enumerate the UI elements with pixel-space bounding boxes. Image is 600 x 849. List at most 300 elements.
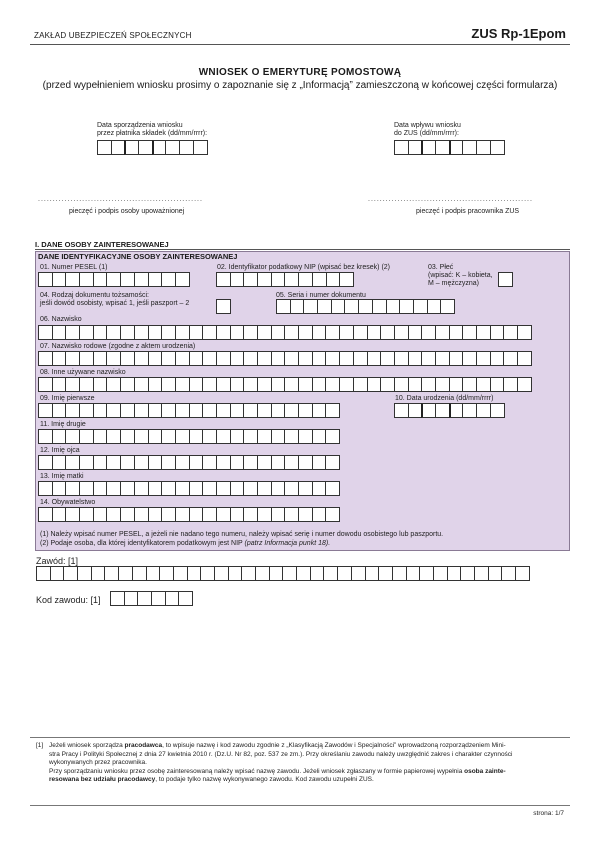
char-box[interactable] <box>200 566 215 581</box>
char-box[interactable] <box>134 272 149 287</box>
char-box[interactable] <box>476 140 491 155</box>
char-box[interactable] <box>216 507 231 522</box>
char-box[interactable] <box>93 481 108 496</box>
char-box[interactable] <box>146 566 161 581</box>
char-box[interactable] <box>435 140 450 155</box>
char-box[interactable] <box>202 403 217 418</box>
occupation-field[interactable] <box>36 566 530 581</box>
char-box[interactable] <box>290 299 305 314</box>
char-box[interactable] <box>230 325 245 340</box>
sex-field[interactable] <box>498 272 513 287</box>
char-box[interactable] <box>148 481 163 496</box>
char-box[interactable] <box>120 351 135 366</box>
char-box[interactable] <box>93 351 108 366</box>
char-box[interactable] <box>298 403 313 418</box>
char-box[interactable] <box>175 377 190 392</box>
char-box[interactable] <box>175 507 190 522</box>
char-box[interactable] <box>38 455 53 470</box>
char-box[interactable] <box>134 507 149 522</box>
char-box[interactable] <box>408 140 423 155</box>
char-box[interactable] <box>106 377 121 392</box>
char-box[interactable] <box>339 377 354 392</box>
char-box[interactable] <box>339 272 354 287</box>
char-box[interactable] <box>367 351 382 366</box>
char-box[interactable] <box>38 403 53 418</box>
char-box[interactable] <box>284 325 299 340</box>
char-box[interactable] <box>325 429 340 444</box>
char-box[interactable] <box>394 377 409 392</box>
char-box[interactable] <box>257 325 272 340</box>
char-box[interactable] <box>148 507 163 522</box>
char-box[interactable] <box>106 507 121 522</box>
char-box[interactable] <box>230 429 245 444</box>
char-box[interactable] <box>79 403 94 418</box>
char-box[interactable] <box>152 140 167 155</box>
char-box[interactable] <box>435 351 450 366</box>
char-box[interactable] <box>132 566 147 581</box>
char-box[interactable] <box>462 325 477 340</box>
char-box[interactable] <box>339 351 354 366</box>
char-box[interactable] <box>202 429 217 444</box>
char-box[interactable] <box>419 566 434 581</box>
char-box[interactable] <box>474 566 489 581</box>
char-box[interactable] <box>230 481 245 496</box>
char-box[interactable] <box>106 455 121 470</box>
char-box[interactable] <box>52 481 67 496</box>
char-box[interactable] <box>134 377 149 392</box>
char-box[interactable] <box>65 481 80 496</box>
char-box[interactable] <box>325 507 340 522</box>
char-box[interactable] <box>298 507 313 522</box>
char-box[interactable] <box>380 377 395 392</box>
char-box[interactable] <box>161 455 176 470</box>
char-box[interactable] <box>386 299 401 314</box>
other-surname-field[interactable] <box>38 377 532 392</box>
char-box[interactable] <box>435 403 450 418</box>
char-box[interactable] <box>124 591 139 606</box>
char-box[interactable] <box>296 566 311 581</box>
char-box[interactable] <box>476 377 491 392</box>
birth-surname-field[interactable] <box>38 351 532 366</box>
char-box[interactable] <box>255 566 270 581</box>
char-box[interactable] <box>214 566 229 581</box>
char-box[interactable] <box>435 377 450 392</box>
char-box[interactable] <box>216 403 231 418</box>
char-box[interactable] <box>503 377 518 392</box>
char-box[interactable] <box>159 566 174 581</box>
char-box[interactable] <box>490 377 505 392</box>
occupation-code-field[interactable] <box>110 591 193 606</box>
char-box[interactable] <box>435 325 450 340</box>
mother-name-field[interactable] <box>38 481 340 496</box>
char-box[interactable] <box>298 429 313 444</box>
char-box[interactable] <box>189 325 204 340</box>
char-box[interactable] <box>79 481 94 496</box>
char-box[interactable] <box>421 325 436 340</box>
char-box[interactable] <box>394 325 409 340</box>
char-box[interactable] <box>312 507 327 522</box>
char-box[interactable] <box>93 377 108 392</box>
char-box[interactable] <box>93 272 108 287</box>
char-box[interactable] <box>120 455 135 470</box>
char-box[interactable] <box>271 403 286 418</box>
char-box[interactable] <box>312 377 327 392</box>
char-box[interactable] <box>408 325 423 340</box>
char-box[interactable] <box>503 325 518 340</box>
char-box[interactable] <box>189 403 204 418</box>
char-box[interactable] <box>79 272 94 287</box>
char-box[interactable] <box>325 481 340 496</box>
char-box[interactable] <box>52 429 67 444</box>
char-box[interactable] <box>79 377 94 392</box>
char-box[interactable] <box>243 351 258 366</box>
char-box[interactable] <box>344 299 359 314</box>
char-box[interactable] <box>284 272 299 287</box>
char-box[interactable] <box>230 272 245 287</box>
char-box[interactable] <box>134 481 149 496</box>
char-box[interactable] <box>476 351 491 366</box>
pesel-field[interactable] <box>38 272 190 287</box>
char-box[interactable] <box>337 566 352 581</box>
char-box[interactable] <box>490 403 505 418</box>
char-box[interactable] <box>161 403 176 418</box>
char-box[interactable] <box>257 481 272 496</box>
char-box[interactable] <box>165 140 180 155</box>
citizenship-field[interactable] <box>38 507 340 522</box>
char-box[interactable] <box>488 566 503 581</box>
char-box[interactable] <box>120 507 135 522</box>
doc-type-field[interactable] <box>216 299 231 314</box>
char-box[interactable] <box>257 507 272 522</box>
char-box[interactable] <box>243 429 258 444</box>
char-box[interactable] <box>353 325 368 340</box>
char-box[interactable] <box>476 403 491 418</box>
char-box[interactable] <box>399 299 414 314</box>
char-box[interactable] <box>312 429 327 444</box>
char-box[interactable] <box>271 429 286 444</box>
char-box[interactable] <box>93 429 108 444</box>
char-box[interactable] <box>65 455 80 470</box>
char-box[interactable] <box>189 455 204 470</box>
char-box[interactable] <box>421 351 436 366</box>
char-box[interactable] <box>50 566 65 581</box>
char-box[interactable] <box>124 140 139 155</box>
char-box[interactable] <box>38 429 53 444</box>
char-box[interactable] <box>367 325 382 340</box>
char-box[interactable] <box>175 455 190 470</box>
char-box[interactable] <box>339 325 354 340</box>
prep-date-field[interactable] <box>97 140 208 155</box>
char-box[interactable] <box>326 272 341 287</box>
char-box[interactable] <box>353 377 368 392</box>
char-box[interactable] <box>148 429 163 444</box>
char-box[interactable] <box>243 377 258 392</box>
char-box[interactable] <box>367 377 382 392</box>
char-box[interactable] <box>134 455 149 470</box>
char-box[interactable] <box>120 481 135 496</box>
char-box[interactable] <box>79 325 94 340</box>
char-box[interactable] <box>161 272 176 287</box>
char-box[interactable] <box>52 325 67 340</box>
char-box[interactable] <box>298 455 313 470</box>
char-box[interactable] <box>310 566 325 581</box>
char-box[interactable] <box>372 299 387 314</box>
char-box[interactable] <box>449 403 464 418</box>
char-box[interactable] <box>241 566 256 581</box>
char-box[interactable] <box>427 299 442 314</box>
char-box[interactable] <box>65 325 80 340</box>
char-box[interactable] <box>216 299 231 314</box>
char-box[interactable] <box>216 377 231 392</box>
char-box[interactable] <box>189 351 204 366</box>
char-box[interactable] <box>202 325 217 340</box>
char-box[interactable] <box>175 325 190 340</box>
char-box[interactable] <box>134 325 149 340</box>
char-box[interactable] <box>312 455 327 470</box>
char-box[interactable] <box>440 299 455 314</box>
char-box[interactable] <box>271 377 286 392</box>
char-box[interactable] <box>284 403 299 418</box>
char-box[interactable] <box>65 351 80 366</box>
char-box[interactable] <box>161 377 176 392</box>
char-box[interactable] <box>79 429 94 444</box>
char-box[interactable] <box>449 377 464 392</box>
char-box[interactable] <box>118 566 133 581</box>
char-box[interactable] <box>406 566 421 581</box>
char-box[interactable] <box>230 507 245 522</box>
char-box[interactable] <box>106 481 121 496</box>
char-box[interactable] <box>161 325 176 340</box>
char-box[interactable] <box>490 325 505 340</box>
char-box[interactable] <box>257 455 272 470</box>
char-box[interactable] <box>325 455 340 470</box>
char-box[interactable] <box>38 351 53 366</box>
char-box[interactable] <box>106 429 121 444</box>
char-box[interactable] <box>447 566 462 581</box>
char-box[interactable] <box>161 351 176 366</box>
char-box[interactable] <box>38 325 53 340</box>
char-box[interactable] <box>298 325 313 340</box>
char-box[interactable] <box>187 566 202 581</box>
char-box[interactable] <box>378 566 393 581</box>
char-box[interactable] <box>202 507 217 522</box>
char-box[interactable] <box>490 140 505 155</box>
char-box[interactable] <box>38 481 53 496</box>
char-box[interactable] <box>421 140 436 155</box>
char-box[interactable] <box>325 403 340 418</box>
char-box[interactable] <box>93 403 108 418</box>
char-box[interactable] <box>503 351 518 366</box>
char-box[interactable] <box>120 272 135 287</box>
char-box[interactable] <box>216 481 231 496</box>
char-box[interactable] <box>120 429 135 444</box>
char-box[interactable] <box>271 507 286 522</box>
char-box[interactable] <box>228 566 243 581</box>
char-box[interactable] <box>52 351 67 366</box>
char-box[interactable] <box>52 507 67 522</box>
char-box[interactable] <box>151 591 166 606</box>
char-box[interactable] <box>243 272 258 287</box>
char-box[interactable] <box>394 351 409 366</box>
char-box[interactable] <box>298 351 313 366</box>
char-box[interactable] <box>462 377 477 392</box>
char-box[interactable] <box>312 351 327 366</box>
char-box[interactable] <box>202 351 217 366</box>
char-box[interactable] <box>353 351 368 366</box>
char-box[interactable] <box>358 299 373 314</box>
char-box[interactable] <box>421 377 436 392</box>
doc-number-field[interactable] <box>276 299 455 314</box>
char-box[interactable] <box>517 377 532 392</box>
char-box[interactable] <box>79 455 94 470</box>
char-box[interactable] <box>408 351 423 366</box>
char-box[interactable] <box>243 455 258 470</box>
char-box[interactable] <box>111 140 126 155</box>
char-box[interactable] <box>449 325 464 340</box>
char-box[interactable] <box>449 140 464 155</box>
char-box[interactable] <box>408 377 423 392</box>
char-box[interactable] <box>257 351 272 366</box>
char-box[interactable] <box>179 140 194 155</box>
char-box[interactable] <box>134 429 149 444</box>
char-box[interactable] <box>325 351 340 366</box>
char-box[interactable] <box>189 429 204 444</box>
char-box[interactable] <box>413 299 428 314</box>
char-box[interactable] <box>392 566 407 581</box>
char-box[interactable] <box>148 351 163 366</box>
char-box[interactable] <box>271 325 286 340</box>
char-box[interactable] <box>216 351 231 366</box>
char-box[interactable] <box>110 591 125 606</box>
char-box[interactable] <box>325 325 340 340</box>
char-box[interactable] <box>433 566 448 581</box>
recv-date-field[interactable] <box>394 140 505 155</box>
char-box[interactable] <box>189 507 204 522</box>
char-box[interactable] <box>175 429 190 444</box>
surname-field[interactable] <box>38 325 532 340</box>
char-box[interactable] <box>257 403 272 418</box>
char-box[interactable] <box>63 566 78 581</box>
char-box[interactable] <box>284 481 299 496</box>
char-box[interactable] <box>36 566 51 581</box>
char-box[interactable] <box>230 403 245 418</box>
char-box[interactable] <box>490 351 505 366</box>
char-box[interactable] <box>120 403 135 418</box>
char-box[interactable] <box>52 272 67 287</box>
char-box[interactable] <box>462 351 477 366</box>
char-box[interactable] <box>175 481 190 496</box>
char-box[interactable] <box>97 140 112 155</box>
char-box[interactable] <box>106 403 121 418</box>
char-box[interactable] <box>106 325 121 340</box>
father-name-field[interactable] <box>38 455 340 470</box>
char-box[interactable] <box>312 481 327 496</box>
char-box[interactable] <box>462 403 477 418</box>
char-box[interactable] <box>65 507 80 522</box>
char-box[interactable] <box>93 455 108 470</box>
char-box[interactable] <box>303 299 318 314</box>
char-box[interactable] <box>175 403 190 418</box>
char-box[interactable] <box>271 455 286 470</box>
char-box[interactable] <box>189 481 204 496</box>
char-box[interactable] <box>104 566 119 581</box>
nip-field[interactable] <box>216 272 354 287</box>
char-box[interactable] <box>52 403 67 418</box>
char-box[interactable] <box>243 325 258 340</box>
char-box[interactable] <box>257 377 272 392</box>
char-box[interactable] <box>298 272 313 287</box>
char-box[interactable] <box>175 351 190 366</box>
char-box[interactable] <box>394 140 409 155</box>
char-box[interactable] <box>298 481 313 496</box>
char-box[interactable] <box>134 351 149 366</box>
char-box[interactable] <box>476 325 491 340</box>
char-box[interactable] <box>202 481 217 496</box>
char-box[interactable] <box>148 325 163 340</box>
char-box[interactable] <box>93 325 108 340</box>
char-box[interactable] <box>312 403 327 418</box>
char-box[interactable] <box>408 403 423 418</box>
char-box[interactable] <box>230 455 245 470</box>
char-box[interactable] <box>38 377 53 392</box>
char-box[interactable] <box>134 403 149 418</box>
char-box[interactable] <box>65 429 80 444</box>
char-box[interactable] <box>282 566 297 581</box>
char-box[interactable] <box>93 507 108 522</box>
char-box[interactable] <box>271 351 286 366</box>
char-box[interactable] <box>216 455 231 470</box>
char-box[interactable] <box>421 403 436 418</box>
char-box[interactable] <box>462 140 477 155</box>
char-box[interactable] <box>216 429 231 444</box>
char-box[interactable] <box>65 377 80 392</box>
char-box[interactable] <box>501 566 516 581</box>
char-box[interactable] <box>65 403 80 418</box>
char-box[interactable] <box>193 140 208 155</box>
char-box[interactable] <box>243 403 258 418</box>
second-name-field[interactable] <box>38 429 340 444</box>
char-box[interactable] <box>449 351 464 366</box>
char-box[interactable] <box>460 566 475 581</box>
char-box[interactable] <box>148 455 163 470</box>
char-box[interactable] <box>161 429 176 444</box>
char-box[interactable] <box>202 377 217 392</box>
char-box[interactable] <box>257 429 272 444</box>
char-box[interactable] <box>65 272 80 287</box>
char-box[interactable] <box>317 299 332 314</box>
char-box[interactable] <box>257 272 272 287</box>
char-box[interactable] <box>120 377 135 392</box>
char-box[interactable] <box>498 272 513 287</box>
char-box[interactable] <box>91 566 106 581</box>
char-box[interactable] <box>276 299 291 314</box>
char-box[interactable] <box>52 377 67 392</box>
char-box[interactable] <box>380 325 395 340</box>
char-box[interactable] <box>148 272 163 287</box>
char-box[interactable] <box>175 272 190 287</box>
char-box[interactable] <box>325 377 340 392</box>
char-box[interactable] <box>365 566 380 581</box>
char-box[interactable] <box>394 403 409 418</box>
char-box[interactable] <box>243 507 258 522</box>
char-box[interactable] <box>230 351 245 366</box>
char-box[interactable] <box>137 591 152 606</box>
char-box[interactable] <box>284 455 299 470</box>
char-box[interactable] <box>38 507 53 522</box>
char-box[interactable] <box>148 377 163 392</box>
char-box[interactable] <box>271 481 286 496</box>
char-box[interactable] <box>216 272 231 287</box>
